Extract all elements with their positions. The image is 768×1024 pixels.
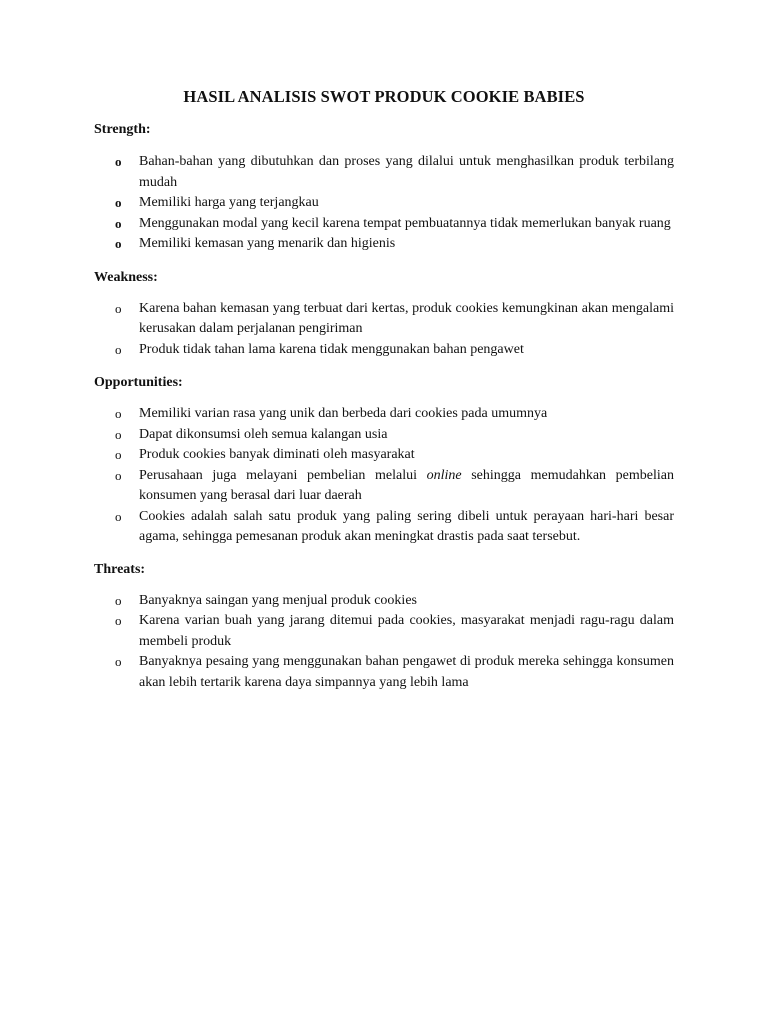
list-item-text: Produk cookies banyak diminati oleh masyarakat bbox=[139, 447, 415, 462]
bullet-icon: o bbox=[115, 613, 122, 628]
list-item-text: Menggunakan modal yang kecil karena tempat pembuatannya tidak memerlukan banyak ruang bbox=[139, 215, 671, 231]
list-item-text: Memiliki kemasan yang menarik dan higienis bbox=[139, 236, 396, 251]
bullet-icon: o bbox=[115, 406, 122, 421]
bullet-icon: o bbox=[115, 154, 122, 169]
list-item-text: Banyaknya saingan yang menjual produk cookies bbox=[139, 592, 417, 608]
bullet-icon: o bbox=[115, 300, 122, 316]
bullet-icon: o bbox=[115, 341, 122, 357]
bullet-icon: o bbox=[115, 467, 122, 483]
list-item-text: Memiliki harga yang terjangkau bbox=[139, 195, 319, 210]
list-item-text-after: sehingga memudahkan pembelian konsumen yang berasal dari luar daerah bbox=[139, 467, 674, 503]
list-item bbox=[115, 214, 674, 235]
list-item-text: Dapat dikonsumsi oleh semua kalangan usia bbox=[139, 426, 388, 442]
list-item bbox=[115, 652, 674, 693]
section-heading-strength: Strength: bbox=[94, 122, 151, 137]
list-item-text: Cookies adalah salah satu produk yang paling sering dibeli untuk perayaan hari-hari besar agama, sehingga pemesanan produk akan meningkat drastis pada saat tersebut. bbox=[139, 508, 674, 544]
list-item bbox=[115, 193, 674, 214]
list-item-text-emphasis: online bbox=[426, 467, 462, 483]
strength-list bbox=[94, 152, 674, 255]
list-item bbox=[115, 299, 674, 340]
bullet-icon: o bbox=[115, 236, 122, 251]
list-item-text: Produk tidak tahan lama karena tidak menggunakan bahan pengawet bbox=[139, 341, 524, 357]
opportunities-list bbox=[94, 404, 674, 548]
list-item-text: Banyaknya pesaing yang menggunakan bahan pengawet di produk mereka sehingga konsumen akan lebih tertarik karena daya simpannya yang lebih lama bbox=[139, 654, 674, 690]
list-item bbox=[115, 507, 674, 548]
list-item bbox=[115, 591, 674, 612]
list-item bbox=[115, 466, 674, 507]
list-item bbox=[115, 404, 674, 425]
list-item-text: Karena varian buah yang jarang ditemui pada cookies, masyarakat menjadi ragu-ragu dalam membeli produk bbox=[139, 613, 674, 649]
list-item bbox=[115, 445, 674, 466]
section-heading-opportunities: Opportunities: bbox=[94, 375, 183, 390]
bullet-icon: o bbox=[115, 508, 122, 524]
list-item-text: Bahan-bahan yang dibutuhkan dan proses yang dilalui untuk menghasilkan produk terbilang mudah bbox=[139, 154, 674, 190]
list-item-text: Memiliki varian rasa yang unik dan berbeda dari cookies pada umumnya bbox=[139, 406, 548, 421]
list-item-text-before: Perusahaan juga melayani pembelian melalui bbox=[139, 467, 427, 483]
weakness-list bbox=[94, 299, 674, 361]
bullet-icon: o bbox=[115, 592, 122, 608]
section-heading-weakness: Weakness: bbox=[94, 269, 158, 285]
bullet-icon: o bbox=[115, 215, 122, 231]
bullet-icon: o bbox=[115, 654, 122, 669]
bullet-icon: o bbox=[115, 426, 122, 442]
list-item bbox=[115, 425, 674, 446]
list-item-text: Karena bahan kemasan yang terbuat dari kertas, produk cookies kemungkinan akan mengalami kerusakan dalam perjalanan pengiriman bbox=[139, 300, 674, 336]
list-item bbox=[115, 234, 674, 255]
document-title: HASIL ANALISIS SWOT PRODUK COOKIE BABIES bbox=[183, 87, 585, 106]
section-heading-threats: Threats: bbox=[94, 561, 146, 577]
list-item bbox=[115, 152, 674, 193]
bullet-icon: o bbox=[115, 447, 122, 462]
list-item bbox=[115, 340, 674, 361]
list-item bbox=[115, 611, 674, 652]
threats-list bbox=[94, 591, 674, 694]
bullet-icon: o bbox=[115, 195, 122, 210]
